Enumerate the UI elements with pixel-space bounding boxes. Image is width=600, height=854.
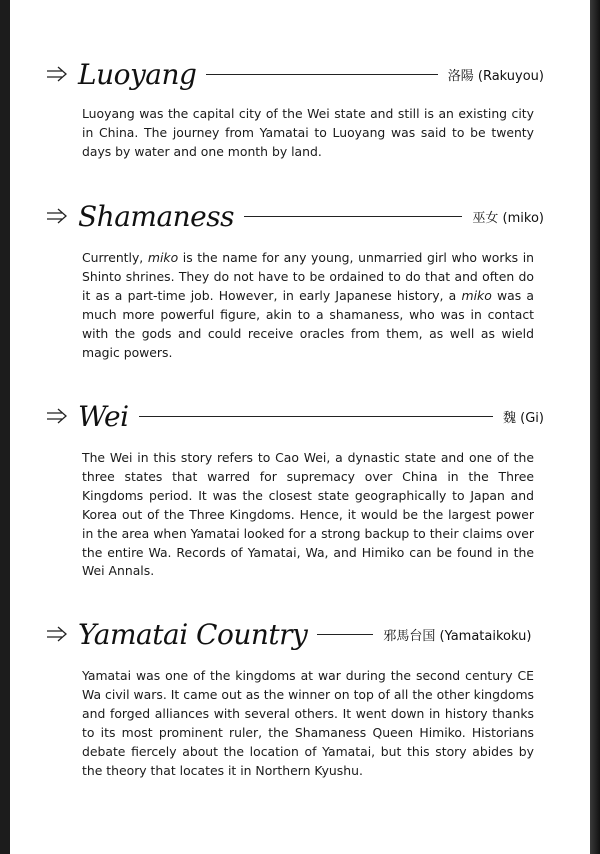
entry-body-yamatai — [82, 667, 534, 780]
arrow-bullet-icon — [46, 66, 70, 82]
entry-body-shamaness — [82, 249, 534, 362]
entry-heading-luoyang — [46, 54, 544, 94]
divider-line — [244, 216, 462, 217]
entry-term: Shamaness — [78, 199, 234, 233]
entry-text: Currently, miko is the name for any young, unmarried girl who works in Shinto shrines. They do not have to be ordained to do that and often do it as a part-time job. However, in early Japanese history, a miko was a much more powerful figure, akin to a shamaness, who was in contact with the gods and could receive oracles from them, as well as wield magic powers. — [82, 250, 534, 360]
entry-text: Luoyang was the capital city of the Wei state and still is an existing city in China. The journey from Yamatai to Luoyang was said to be twenty days by water and one month by land. — [82, 106, 534, 159]
entry-reading: 邪馬台国 (Yamataikoku) — [383, 628, 532, 644]
entry-text: The Wei in this story refers to Cao Wei, a dynastic state and one of the three states that warred for supremacy over China in the Three Kingdoms period. It was the closest state geographically to Japan and Korea out of the Three Kingdoms. Hence, it would be the largest power in the area when Yamatai looked for a strong backup to their claims over the entire Wa. Records of Yamatai, Wa, and Himiko can be found in the Wei Annals. — [82, 450, 534, 579]
arrow-bullet-icon — [46, 208, 70, 224]
entry-reading: 巫女 (miko) — [472, 210, 544, 226]
entry-heading-shamaness — [46, 196, 544, 236]
entry-term: Yamatai Country — [78, 617, 308, 651]
arrow-bullet-icon — [46, 408, 70, 424]
divider-line — [317, 634, 373, 635]
entry-body-wei — [82, 449, 534, 581]
arrow-bullet-icon — [46, 626, 70, 642]
entry-heading-wei — [46, 396, 544, 436]
entry-text: Yamatai was one of the kingdoms at war during the second century CE Wa civil wars. It came out as the winner on top of all the other kingdoms and forged alliances with several others. It went down in history thanks to its most prominent ruler, the Shamaness Queen Himiko. Historians debate fiercely about the location of Yamatai, but this story abides by the theory that locates it in Northern Kyushu. — [82, 668, 534, 778]
entry-body-luoyang — [82, 105, 534, 162]
entry-reading: 洛陽 (Rakuyou) — [447, 68, 544, 84]
divider-line — [206, 74, 437, 75]
divider-line — [139, 416, 494, 417]
entry-reading: 魏 (Gi) — [503, 410, 544, 426]
page-edge — [590, 0, 600, 854]
entry-term: Luoyang — [78, 57, 197, 91]
glossary-page — [10, 0, 590, 854]
entry-heading-yamatai — [46, 614, 544, 654]
entry-term: Wei — [78, 399, 129, 433]
